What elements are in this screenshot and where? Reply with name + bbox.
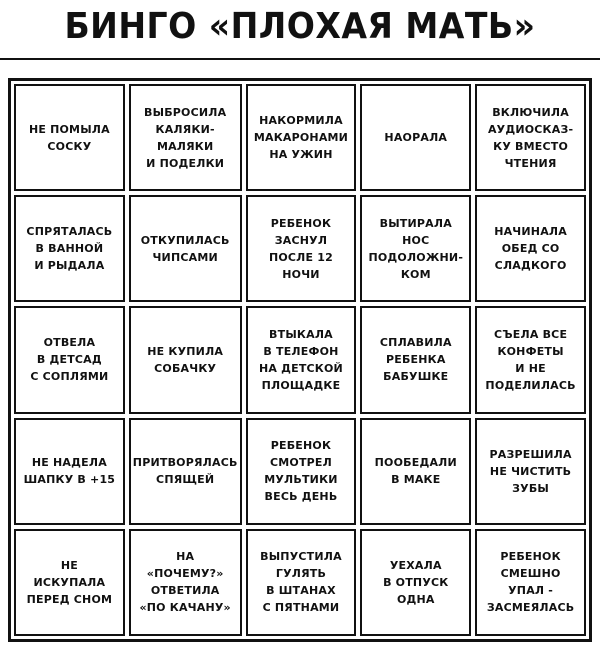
bingo-cell <box>475 195 586 302</box>
bingo-cell <box>14 529 125 636</box>
bingo-cell-text: ВЫБРОСИЛА КАЛЯКИ- МАЛЯКИ И ПОДЕЛКИ <box>144 105 227 170</box>
bingo-cell <box>14 84 125 191</box>
bingo-cell-text: РЕБЕНОК ЗАСНУЛ ПОСЛЕ 12 НОЧИ <box>268 216 333 281</box>
bingo-cell-text: ОТВЕЛА В ДЕТСАД С СОПЛЯМИ <box>30 336 109 384</box>
bingo-cell <box>14 306 125 413</box>
bingo-cell <box>246 195 357 302</box>
bingo-cell-text: ВТЫКАЛА В ТЕЛЕФОН НА ДЕТСКОЙ ПЛОЩАДКЕ <box>258 327 343 392</box>
bingo-cell <box>14 195 125 302</box>
bingo-cell-text: НАКОРМИЛА МАКАРОНАМИ НА УЖИН <box>253 114 349 162</box>
bingo-cell-text: НАОРАЛА <box>384 131 448 145</box>
bingo-cell <box>246 84 357 191</box>
bingo-cell <box>360 529 471 636</box>
bingo-cell-text: РЕБЕНОК СМЕШНО УПАЛ - ЗАСМЕЯЛАСЬ <box>486 550 575 615</box>
bingo-cell-text: ОТКУПИЛАСЬ ЧИПСАМИ <box>140 233 230 264</box>
page-title: БИНГО «ПЛОХАЯ МАТЬ» <box>64 6 536 47</box>
bingo-cell-text: СПРЯТАЛАСЬ В ВАННОЙ И РЫДАЛА <box>26 225 113 273</box>
bingo-cell-text: ПООБЕДАЛИ В МАКЕ <box>374 456 457 487</box>
bingo-cell-text: НЕ КУПИЛА СОБАЧКУ <box>147 344 224 375</box>
bingo-cell-text: ВКЛЮЧИЛА АУДИОСКАЗ- КУ ВМЕСТО ЧТЕНИЯ <box>487 105 574 170</box>
bingo-cell <box>246 418 357 525</box>
bingo-cell-text: НЕ НАДЕЛА ШАПКУ В +15 <box>23 456 116 487</box>
bingo-cell-text: РАЗРЕШИЛА НЕ ЧИСТИТЬ ЗУБЫ <box>489 447 572 495</box>
bingo-cell <box>360 306 471 413</box>
bingo-cell <box>475 84 586 191</box>
bingo-cell <box>475 529 586 636</box>
bingo-cell-text: УЕХАЛА В ОТПУСК ОДНА <box>383 558 449 606</box>
bingo-cell-text: ВЫТИРАЛА НОС ПОДОЛОЖНИ- КОМ <box>368 216 464 281</box>
bingo-cell <box>246 306 357 413</box>
bingo-cell <box>360 418 471 525</box>
bingo-cell <box>14 418 125 525</box>
bingo-cell-text: СПЛАВИЛА РЕБЕНКА БАБУШКЕ <box>379 336 452 384</box>
bingo-cell-text: НЕ ПОМЫЛА СОСКУ <box>28 122 110 153</box>
bingo-cell <box>360 195 471 302</box>
bingo-cell <box>360 84 471 191</box>
bingo-cell <box>129 84 242 191</box>
bingo-grid <box>8 78 592 642</box>
bingo-cell-text: ПРИТВОРЯЛАСЬ СПЯЩЕЙ <box>132 456 238 487</box>
bingo-cell-text: НАЧИНАЛА ОБЕД СО СЛАДКОГО <box>494 225 567 273</box>
bingo-cell-text: ВЫПУСТИЛА ГУЛЯТЬ В ШТАНАХ С ПЯТНАМИ <box>260 550 342 615</box>
bingo-cell-text: НЕ ИСКУПАЛА ПЕРЕД СНОМ <box>26 558 113 606</box>
title-divider <box>0 58 600 60</box>
bingo-cell <box>129 306 242 413</box>
bingo-cell <box>129 418 242 525</box>
bingo-cell <box>475 418 586 525</box>
bingo-cell-text: НА «ПОЧЕМУ?» ОТВЕТИЛА «ПО КАЧАНУ» <box>139 550 231 615</box>
bingo-cell-text: РЕБЕНОК СМОТРЕЛ МУЛЬТИКИ ВЕСЬ ДЕНЬ <box>264 439 338 504</box>
bingo-cell-text: СЪЕЛА ВСЕ КОНФЕТЫ И НЕ ПОДЕЛИЛАСЬ <box>485 327 576 392</box>
bingo-cell <box>475 306 586 413</box>
bingo-cell <box>246 529 357 636</box>
bingo-cell <box>129 195 242 302</box>
bingo-cell <box>129 529 242 636</box>
